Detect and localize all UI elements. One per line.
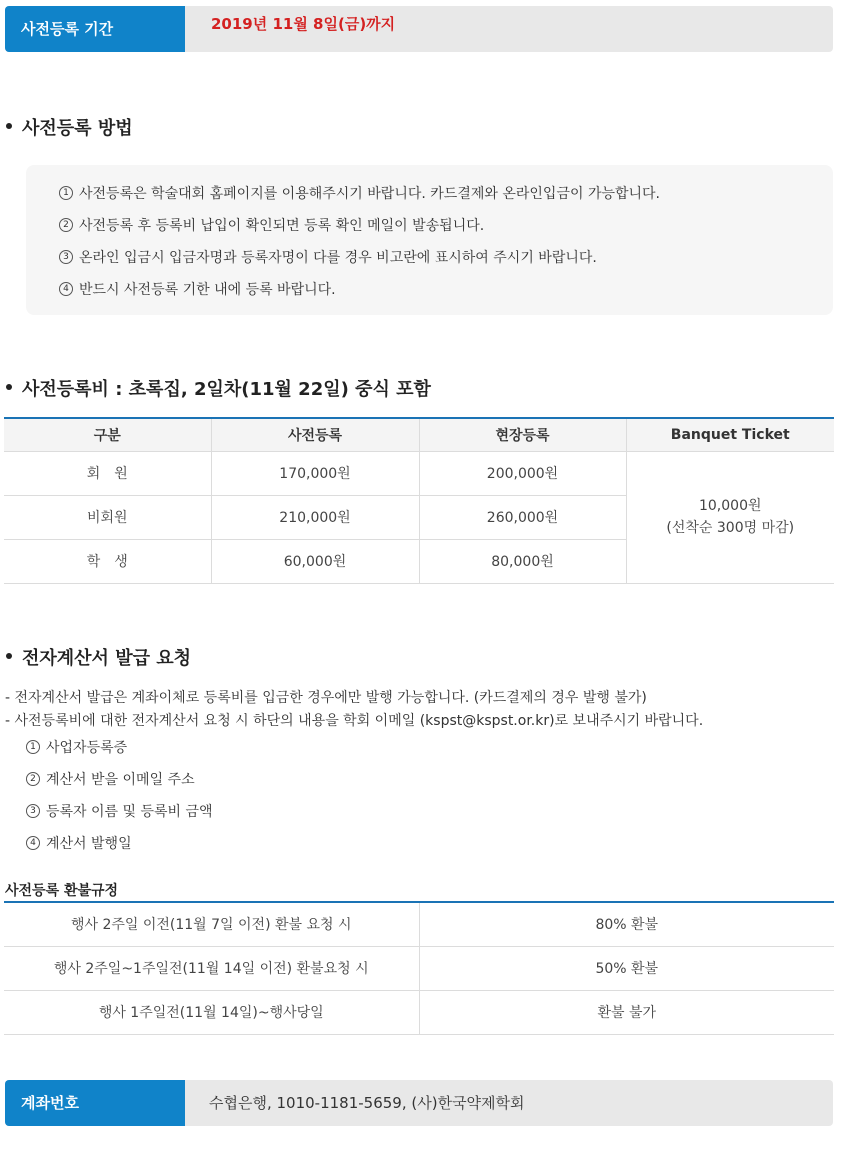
- table-row: [4, 946, 834, 990]
- tax-item: 2 계산서 받을 이메일 주소: [26, 769, 195, 789]
- fee-onsite: 200,000원: [419, 451, 626, 495]
- account-value: 수협은행, 1010-1181-5659, (사)한국약제학회: [209, 1094, 525, 1112]
- fee-heading: 사전등록비 : 초록집, 2일차(11월 22일) 중식 포함: [6, 375, 431, 401]
- method-notebox: [26, 165, 833, 315]
- refund-rate: 80% 환불: [419, 902, 834, 946]
- refund-title: 사전등록 환불규정: [5, 883, 119, 899]
- method-item: 2 사전등록 후 등록비 납입이 확인되면 등록 확인 메일이 발송됩니다.: [59, 215, 484, 235]
- banquet-note: (선착순 300명 마감): [666, 520, 795, 536]
- table-row: [4, 990, 834, 1034]
- circled-number-icon: 2: [26, 772, 40, 786]
- tax-item: 4 계산서 발행일: [26, 833, 132, 853]
- account-label: 계좌번호: [5, 1080, 185, 1126]
- tax-heading: 전자계산서 발급 요청: [6, 644, 191, 670]
- method-item: 1 사전등록은 학술대회 홈페이지를 이용해주시기 바랍니다. 카드결제와 온라인입금이 가능합니다.: [59, 183, 660, 203]
- fee-onsite: 80,000원: [419, 539, 626, 583]
- banquet-cell: [626, 451, 834, 583]
- tax-item: 1 사업자등록증: [26, 737, 127, 757]
- fee-onsite: 260,000원: [419, 495, 626, 539]
- fee-header-cell: 구분: [4, 418, 211, 451]
- table-row: [4, 451, 834, 495]
- banquet-price: 10,000원: [698, 498, 762, 514]
- circled-number-icon: 3: [59, 250, 73, 264]
- refund-condition: 행사 2주일~1주일전(11월 14일 이전) 환불요청 시: [4, 946, 419, 990]
- tax-line: - 사전등록비에 대한 전자계산서 요청 시 하단의 내용을 학회 이메일 (kspst@kspst.or.kr)로 보내주시기 바랍니다.: [5, 713, 704, 729]
- fee-category: 회 원: [4, 451, 211, 495]
- period-value: 2019년 11월 8일(금)까지: [211, 15, 396, 33]
- fee-category: 학 생: [4, 539, 211, 583]
- refund-table: [4, 901, 834, 1035]
- account-bar: [5, 1080, 833, 1126]
- fee-pre: 170,000원: [211, 451, 419, 495]
- tax-item: 3 등록자 이름 및 등록비 금액: [26, 801, 213, 821]
- refund-rate: 환불 불가: [419, 990, 834, 1034]
- tax-line: - 전자계산서 발급은 계좌이체로 등록비를 입금한 경우에만 발행 가능합니다. (카드결제의 경우 발행 불가): [5, 690, 647, 706]
- refund-rate: 50% 환불: [419, 946, 834, 990]
- circled-number-icon: 1: [26, 740, 40, 754]
- fee-category: 비회원: [4, 495, 211, 539]
- method-heading: 사전등록 방법: [6, 114, 133, 140]
- method-item: 4 반드시 사전등록 기한 내에 등록 바랍니다.: [59, 279, 336, 299]
- fee-header-cell: 사전등록: [211, 418, 419, 451]
- bullet-icon: [6, 653, 12, 659]
- circled-number-icon: 3: [26, 804, 40, 818]
- fee-header-cell: 현장등록: [419, 418, 626, 451]
- period-label: 사전등록 기간: [5, 6, 185, 52]
- circled-number-icon: 4: [59, 282, 73, 296]
- refund-condition: 행사 2주일 이전(11월 7일 이전) 환불 요청 시: [4, 902, 419, 946]
- table-row: [4, 902, 834, 946]
- fee-header-cell: Banquet Ticket: [626, 418, 834, 451]
- fee-pre: 60,000원: [211, 539, 419, 583]
- bullet-icon: [6, 123, 12, 129]
- refund-condition: 행사 1주일전(11월 14일)~행사당일: [4, 990, 419, 1034]
- fee-table: [4, 417, 834, 584]
- circled-number-icon: 4: [26, 836, 40, 850]
- circled-number-icon: 1: [59, 186, 73, 200]
- bullet-icon: [6, 384, 12, 390]
- circled-number-icon: 2: [59, 218, 73, 232]
- period-bar: [5, 6, 833, 52]
- method-item: 3 온라인 입금시 입금자명과 등록자명이 다를 경우 비고란에 표시하여 주시기 바랍니다.: [59, 247, 597, 267]
- fee-pre: 210,000원: [211, 495, 419, 539]
